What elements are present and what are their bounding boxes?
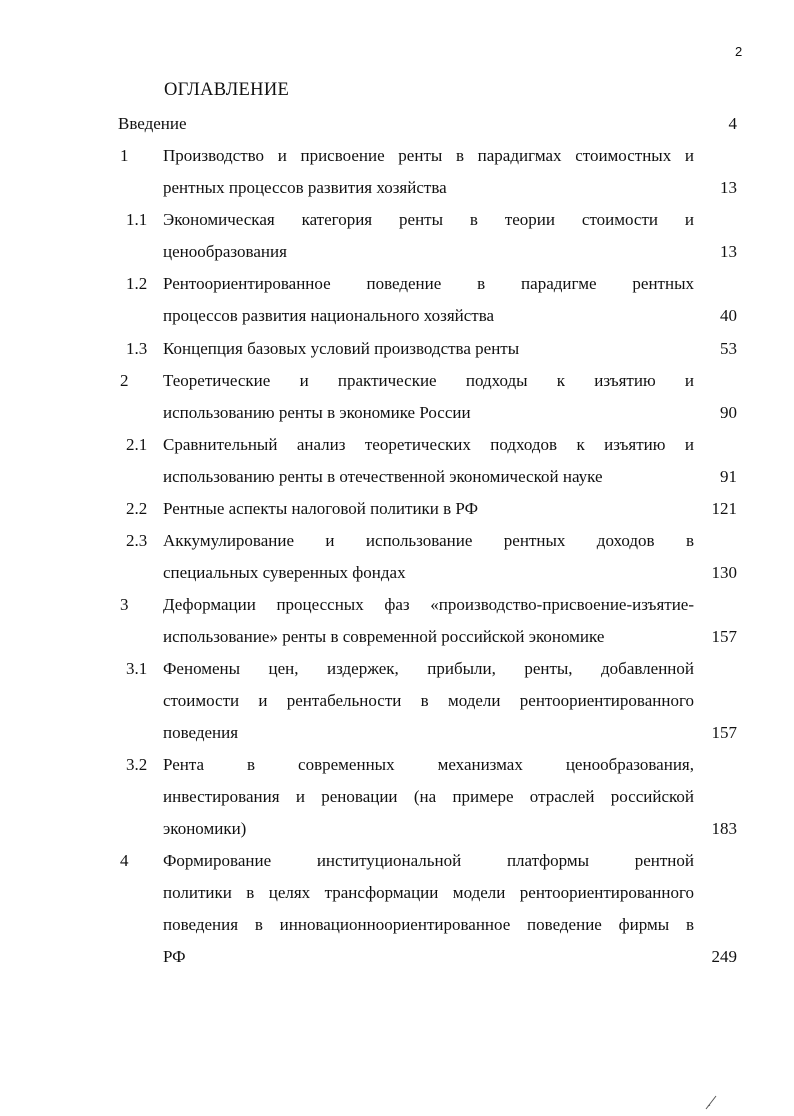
toc-entry-number: 1.1: [126, 210, 148, 229]
toc-title: ОГЛАВЛЕНИЕ: [164, 80, 290, 100]
toc-entry-title-line: Рентные аспекты налоговой политики в РФ: [163, 499, 479, 518]
toc-entry-page: 13: [720, 178, 737, 197]
toc-entry-title-line: Формирование институциональной платформы рентной: [163, 851, 694, 870]
toc-entry-page: 249: [711, 947, 737, 966]
toc-entry-number: 4: [120, 851, 129, 870]
toc-entry-title-line: Сравнительный анализ теоретических подходов к изъятию и: [163, 435, 694, 454]
toc-entry-page: 130: [711, 563, 737, 582]
toc-entry-number: 3: [120, 595, 129, 614]
toc-entry-title-line: специальных суверенных фондах: [163, 563, 406, 582]
toc-entry-number: 1: [120, 146, 129, 165]
toc-entry-title-line: Теоретические и практические подходы к изъятию и: [163, 371, 694, 390]
toc-entry-title-line: рентных процессов развития хозяйства: [163, 178, 447, 197]
toc-entry-title-line: использованию ренты в отечественной экономической науке: [163, 467, 603, 486]
toc-entry-title-line: экономики): [163, 819, 247, 838]
toc-entry-title-line: Аккумулирование и использование рентных доходов в: [163, 531, 694, 550]
toc-entry-page: 90: [720, 403, 737, 422]
toc-entry-title-line: политики в целях трансформации модели рентоориентированного: [163, 883, 694, 902]
toc-entry-title-line: Экономическая категория ренты в теории стоимости и: [163, 210, 694, 229]
toc-entry-page: 53: [720, 339, 737, 358]
toc-entry-title-line: Деформации процессных фаз «производство-присвоение-изъятие-: [163, 595, 694, 614]
toc-entry-page: 183: [711, 819, 737, 838]
toc-entry-number: 1.2: [126, 274, 148, 293]
toc-entry-title-line: Рентоориентированное поведение в парадигме рентных: [163, 274, 694, 293]
toc-entry-title-line: поведения: [163, 723, 239, 742]
toc-intro-label: Введение: [118, 114, 187, 133]
toc-entry-title-line: РФ: [163, 947, 186, 966]
toc-entry-number: 2.3: [126, 531, 148, 550]
page-number: 2: [735, 44, 743, 59]
toc-entry-title-line: Феномены цен, издержек, прибыли, ренты, добавленной: [163, 659, 694, 678]
toc-entry-title-line: использованию ренты в экономике России: [163, 403, 471, 422]
toc-entry-number: 3.2: [126, 755, 148, 774]
toc-entry-page: 13: [720, 242, 737, 261]
toc-entry-page: 157: [711, 627, 737, 646]
toc-entry-number: 3.1: [126, 659, 148, 678]
toc-entry-number: 2: [120, 371, 129, 390]
pen-mark: [704, 1094, 718, 1110]
toc-entry-page: 121: [711, 499, 737, 518]
toc-entry-number: 2.2: [126, 499, 148, 518]
toc-entry-title-line: инвестирования и реновации (на примере отраслей российской: [163, 787, 694, 806]
toc-entry-title-line: поведения в инновационноориентированное поведение фирмы в: [163, 915, 694, 934]
toc-entry-title-line: ценообразования: [163, 242, 287, 261]
toc-entry-title-line: Производство и присвоение ренты в парадигмах стоимостных и: [163, 146, 694, 165]
toc-entry-page: 40: [720, 306, 737, 325]
toc-entry-number: 1.3: [126, 339, 148, 358]
toc-entry-title-line: использование» ренты в современной российской экономике: [163, 627, 605, 646]
toc-entry-title-line: процессов развития национального хозяйства: [163, 306, 495, 325]
toc-entry-page: 157: [711, 723, 737, 742]
toc-entry-title-line: стоимости и рентабельности в модели рентоориентированного: [163, 691, 694, 710]
toc-intro-page: 4: [728, 114, 737, 133]
toc-entry-page: 91: [720, 467, 737, 486]
toc-entry-title-line: Рента в современных механизмах ценообразования,: [163, 755, 694, 774]
toc-entry-title-line: Концепция базовых условий производства ренты: [163, 339, 520, 358]
toc-entry-number: 2.1: [126, 435, 148, 454]
